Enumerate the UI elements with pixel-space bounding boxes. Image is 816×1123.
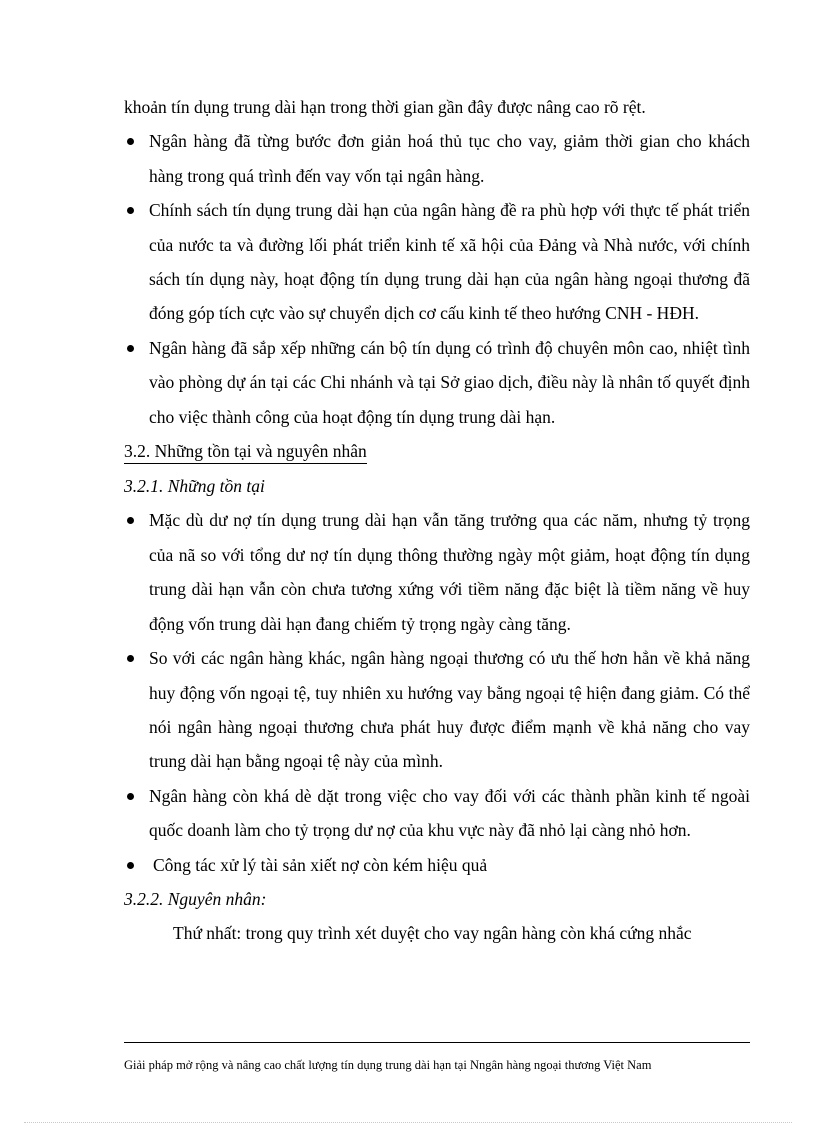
bullet-text: Ngân hàng còn khá dè dặt trong việc cho vay đối với các thành phần kinh tế ngoài quốc doanh làm cho tỷ trọng dư nợ của khu vực này đã nhỏ lại càng nhỏ hơn. bbox=[149, 785, 750, 841]
intro-line: khoản tín dụng trung dài hạn trong thời gian gần đây được nâng cao rõ rệt. bbox=[124, 97, 646, 117]
page-body bbox=[124, 90, 750, 951]
bullet-item bbox=[124, 124, 750, 193]
bullet-text: Ngân hàng đã sắp xếp những cán bộ tín dụng có trình độ chuyên môn cao, nhiệt tình vào phòng dự án tại các Chi nhánh và tại Sở giao dịch, điều này là nhân tố quyết định cho việc thành công của hoạt động tín dụng trung dài hạn. bbox=[149, 337, 750, 427]
bullet-item bbox=[124, 848, 750, 882]
bullet-dot-icon bbox=[127, 345, 134, 352]
bullet-item bbox=[124, 193, 750, 331]
bullet-text: So với các ngân hàng khác, ngân hàng ngoại thương có ưu thế hơn hẳn về khả năng huy động vốn ngoại tệ, tuy nhiên xu hướng vay bằng ngoại tệ hiện đang giảm. Có thể nói ngân hàng ngoại thương chưa phát huy được điểm mạnh về khả năng cho vay trung dài hạn bằng ngoại tệ này của mình. bbox=[149, 648, 750, 772]
bullet-dot-icon bbox=[127, 655, 134, 662]
bullet-text: Mặc dù dư nợ tín dụng trung dài hạn vẫn tăng trưởng qua các năm, nhưng tỷ trọng của nã so với tổng dư nợ tín dụng thông thường ngày một giảm, hoạt động tín dụng trung dài hạn vẫn còn chưa tương xứng với tiềm năng đặc biệt là tiềm năng về huy động vốn trung dài hạn đang chiếm tỷ trọng ngày càng tăng. bbox=[149, 510, 750, 634]
bullet-item bbox=[124, 503, 750, 641]
section-heading: 3.2. Những tồn tại và nguyên nhân bbox=[124, 439, 367, 464]
subsection-heading-causes: 3.2.2. Nguyên nhân: bbox=[124, 888, 267, 909]
bullet-dot-icon bbox=[127, 207, 134, 214]
section-heading-wrap bbox=[124, 434, 750, 469]
bullet-dot-icon bbox=[127, 517, 134, 524]
bullet-item bbox=[124, 779, 750, 848]
bullet-text: Công tác xử lý tài sản xiết nợ còn kém hiệu quả bbox=[153, 854, 488, 875]
bullet-dot-icon bbox=[127, 862, 134, 869]
bullet-text: Chính sách tín dụng trung dài hạn của ngân hàng đề ra phù hợp với thực tế phát triển của nước ta và đường lối phát triển kinh tế xã hội của Đảng và Nhà nước, với chính sách tín dụng này, hoạt động tín dụng trung dài hạn của ngân hàng ngoại thương đã đóng góp tích cực vào sự chuyển dịch cơ cấu kinh tế theo hướng CNH - HĐH. bbox=[149, 200, 750, 324]
causes-first-line: Thứ nhất: trong quy trình xét duyệt cho vay ngân hàng còn khá cứng nhắc bbox=[173, 923, 692, 944]
bullet-text: Ngân hàng đã từng bước đơn giản hoá thủ tục cho vay, giảm thời gian cho khách hàng trong quá trình đến vay vốn tại ngân hàng. bbox=[149, 131, 750, 186]
footer-caption: Giải pháp mở rộng và nâng cao chất lượng tín dụng trung dài hạn tại Nngân hàng ngoại thương Việt Nam bbox=[124, 1058, 652, 1072]
footer-divider bbox=[124, 1042, 750, 1043]
bullet-dot-icon bbox=[127, 138, 134, 145]
subsection-heading-existing-issues: 3.2.1. Những tồn tại bbox=[124, 476, 265, 497]
bullet-dot-icon bbox=[127, 793, 134, 800]
bullet-item bbox=[124, 641, 750, 779]
bullet-item bbox=[124, 331, 750, 434]
